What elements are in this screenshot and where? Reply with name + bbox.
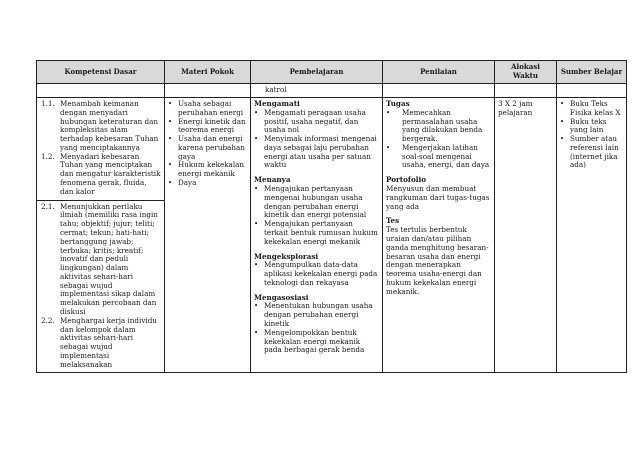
tugas-list xyxy=(386,109,491,170)
pembelajaran-item: • Mengajukan pertanyaan mengenai hubungan usaha dengan perubahan energi kinetik dan energi potensial xyxy=(254,184,367,220)
tugas-item: • Memecahkan permasalahan usaha yang dilakukan benda bergerak. xyxy=(386,107,483,144)
empty-cell xyxy=(495,84,557,98)
mengeksplorasi-list xyxy=(254,261,379,287)
materi-item: • Usaha sebagai perubahan energi xyxy=(168,99,244,117)
materi-cell xyxy=(165,98,251,373)
bullet-icon: • xyxy=(254,108,259,117)
alokasi-cell: 3 X 2 jam pelajaran xyxy=(495,98,557,373)
empty-cell xyxy=(37,84,165,98)
section-title-mengamati: Mengamati xyxy=(254,99,300,108)
kompetensi-text: Menghargai kerja individu dan kelompok dalam aktivitas sehari-hari sebagai wujud implementasi melaksanakan xyxy=(60,315,157,369)
kompetensi-text: Menambah keimanan dengan menyadari hubungan keteraturan dan kompleksitas alam terhadap kebesaran Tuhan yang menciptakannya xyxy=(60,99,159,152)
header-alokasi-waktu: Alokasi Waktu xyxy=(495,61,557,84)
materi-item: • Usaha dan energi karena perubahan gaya xyxy=(168,134,245,161)
bullet-icon: • xyxy=(254,302,259,311)
bullet-icon: • xyxy=(254,261,259,270)
section-title-mengeksplorasi: Mengeksplorasi xyxy=(254,251,319,261)
bullet-icon: • xyxy=(254,220,259,229)
mengamati-list xyxy=(254,109,379,170)
bullet-icon: • xyxy=(168,161,173,170)
header-penilaian: Penilaian xyxy=(383,61,495,84)
bullet-icon: • xyxy=(168,179,173,188)
portofolio-text: Menyusun dan membuat rangkuman dari tugas-tugas yang ada xyxy=(386,184,490,211)
header-sumber-belajar: Sumber Belajar xyxy=(557,61,627,84)
tugas-item: • Mengerjakan latihan soal-soal mengenai usaha, energi, dan daya xyxy=(386,142,490,170)
kompetensi-number: 1.2. xyxy=(41,151,55,161)
sumber-cell xyxy=(557,98,627,373)
pembelajaran-item: • Menyimak informasi mengenai daya sebagai laju perubahan energi atau usaha per satuan waktu xyxy=(254,134,377,170)
empty-cell xyxy=(383,84,495,98)
pembelajaran-item: • Mengumpulkan data-data aplikasi kekekalan energi pada teknologi dan rekayasa xyxy=(254,260,378,287)
pembelajaran-item: • Menentukan hubungan usaha dengan perubahan energi kinetik xyxy=(254,301,373,328)
kompetensi-number: 2.1. xyxy=(41,201,55,211)
sumber-item: • Sumber atau referensi lain (internet jika ada) xyxy=(560,134,619,170)
bullet-icon: • xyxy=(560,117,565,126)
syllabus-table xyxy=(36,60,627,373)
bullet-icon: • xyxy=(254,185,259,194)
kompetensi-item xyxy=(41,203,161,317)
mengasosiasi-list xyxy=(254,302,379,355)
section-title-portofolio: Portofolio xyxy=(386,175,427,185)
pembelajaran-item: • Mengamati peragaan usaha positif, usaha negatif, dan usaha nol xyxy=(254,107,366,135)
carry-over-row xyxy=(37,84,627,98)
tes-text: Tes tertulis berbentuk uraian dan/atau pilihan ganda menghitung besaran-besaran usaha dan energi dengan menerapkan teorema usaha-energi dan hukum kekekalan energi mekanik. xyxy=(386,225,489,296)
bullet-icon: • xyxy=(254,328,259,337)
pembelajaran-item: • Mengajukan pertanyaan terkait bentuk rumusan hukum kekekalan energi mekanik xyxy=(254,219,378,246)
kompetensi-cell-upper xyxy=(37,98,165,373)
kompetensi-divider xyxy=(37,200,164,201)
pembelajaran-item: • Mengelompokkan bentuk kekekalan energi mekanik pada berbagai gerak benda xyxy=(254,327,365,355)
bullet-icon: • xyxy=(168,100,173,108)
bullet-icon: • xyxy=(254,135,259,144)
bullet-icon: • xyxy=(560,135,565,144)
kompetensi-item xyxy=(41,100,161,153)
section-title-tugas: Tugas xyxy=(386,99,410,108)
bullet-icon: • xyxy=(168,117,173,126)
content-row xyxy=(37,98,627,373)
kompetensi-number: 1.1. xyxy=(41,99,55,108)
empty-cell xyxy=(165,84,251,98)
section-title-mengasosiasi: Mengasosiasi xyxy=(254,292,309,302)
section-title-menanya: Menanya xyxy=(254,175,291,185)
sumber-item: • Buku teks yang lain xyxy=(560,116,607,135)
sumber-list xyxy=(560,100,623,170)
pembelajaran-cell xyxy=(251,98,383,373)
kompetensi-item xyxy=(41,153,161,197)
bullet-icon: • xyxy=(560,100,565,108)
kompetensi-text: Menyadari kebesaran Tuhan yang menciptakan dan mengatur karakteristik fenomena gerak, fluida, dan kalor xyxy=(60,151,161,196)
penilaian-cell xyxy=(383,98,495,373)
bullet-icon: • xyxy=(386,108,391,117)
header-materi-pokok: Materi Pokok xyxy=(165,61,251,84)
header-row xyxy=(37,61,627,84)
carry-over-text: katrol xyxy=(251,84,383,98)
header-pembelajaran: Pembelajaran xyxy=(251,61,383,84)
materi-item: • Daya xyxy=(168,178,197,188)
kompetensi-number: 2.2. xyxy=(41,315,55,325)
bullet-icon: • xyxy=(386,143,391,152)
materi-item: • Energi kinetik dan teorema energi xyxy=(168,116,246,135)
menanya-list xyxy=(254,185,379,246)
header-kompetensi-dasar: Kompetensi Dasar xyxy=(37,61,165,84)
materi-item: • Hukum kekekalan energi mekanik xyxy=(168,160,245,179)
sumber-item: • Buku Teks Fisika kelas X xyxy=(560,99,621,117)
empty-cell xyxy=(557,84,627,98)
bullet-icon: • xyxy=(168,135,173,144)
materi-list xyxy=(168,100,247,188)
section-title-tes: Tes xyxy=(386,216,400,226)
kompetensi-text: Menunjukkan perilaku ilmiah (memiliki rasa ingin tahu; objektif; jujur; teliti; cermat; tekun; hati-hati; bertanggung jawab; terbuka; kritis; kreatif; inovatif dan peduli lingkungan) dalam aktivitas sehari-hari sebagai wujud implementasi sikap dalam melakukan percobaan dan diskusi xyxy=(60,201,158,316)
kompetensi-item xyxy=(41,317,161,370)
